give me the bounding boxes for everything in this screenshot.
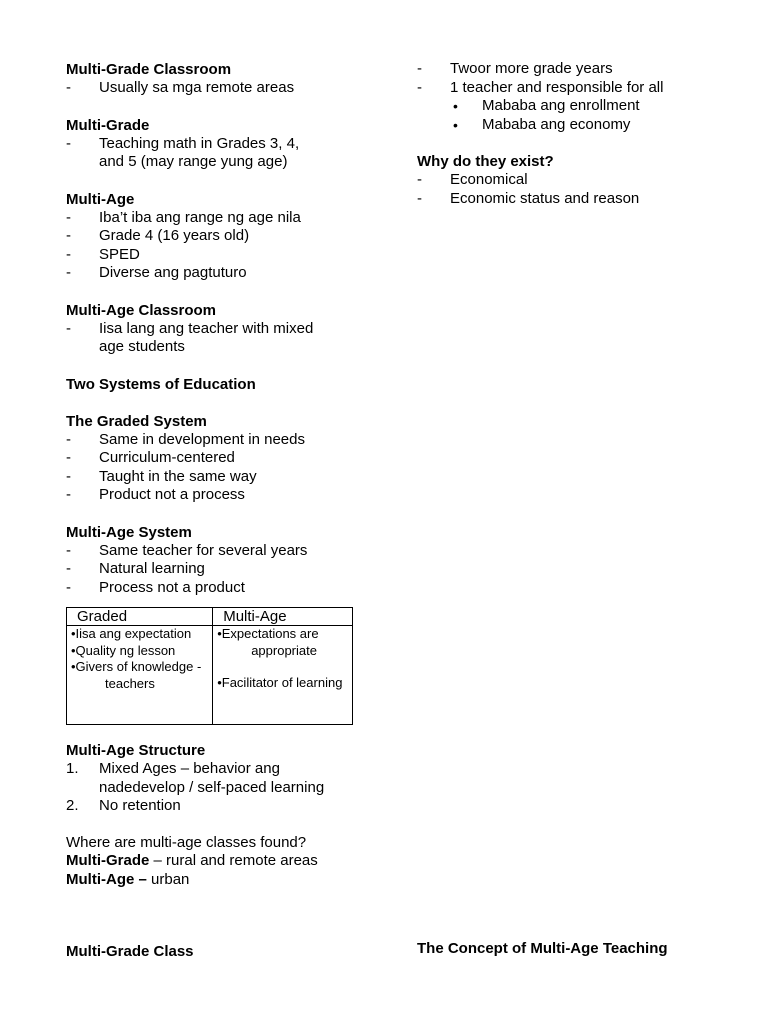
list-item: - Economic status and reason (417, 190, 747, 209)
heading-multi-age-classroom: Multi-Age Classroom (66, 301, 217, 319)
list-item: - Taught in the same way (66, 468, 366, 487)
list-item: - Teaching math in Grades 3, 4, and 5 (may range yung age) (66, 135, 324, 172)
list-item: - Natural learning (66, 560, 366, 579)
heading-graded-system: The Graded System (66, 412, 207, 430)
table-cell-item: •Iisa ang expectation (71, 626, 192, 641)
right-column (417, 60, 747, 208)
list-number: 2. (66, 797, 79, 814)
list-item-text: Mixed Ages – behavior ang nadedevelop / self-paced learning (99, 760, 325, 796)
list-item-text: No retention (99, 797, 181, 814)
list-item (66, 797, 366, 816)
footer-left-heading: Multi-Grade Class (66, 943, 194, 960)
list-item: - Product not a process (66, 486, 366, 505)
heading-multi-grade: Multi-Grade (66, 116, 150, 134)
left-column (66, 60, 366, 889)
list-multi-age-classroom (66, 320, 366, 357)
list-why-exist (417, 171, 747, 208)
list-item: - Iisa lang ang teacher with mixed age students (66, 320, 339, 357)
list-item: - Same teacher for several years (66, 542, 366, 561)
list-item: - Same in development in needs (66, 431, 366, 450)
found-line-multi-age (66, 871, 366, 890)
heading-multi-age-system: Multi-Age System (66, 523, 192, 541)
list-item: - Economical (417, 171, 747, 190)
found-label: Multi-Age – (66, 870, 147, 888)
heading-why-exist: Why do they exist? (417, 153, 554, 170)
list-item: - Grade 4 (16 years old) (66, 227, 366, 246)
list-item: - Process not a product (66, 579, 366, 598)
list-multi-grade-classroom (66, 79, 366, 98)
table-cell-multi-age (213, 626, 353, 725)
table-header-graded: Graded (67, 608, 213, 626)
list-item: - Twoor more grade years (417, 60, 747, 79)
list-item: - 1 teacher and responsible for all (417, 79, 747, 98)
list-item: - Iba’t iba ang range ng age nila (66, 209, 366, 228)
list-item: - SPED (66, 246, 366, 265)
table-cell-item: •Quality ng lesson (71, 642, 176, 658)
table-cell-item: •Expectations are appropriate (217, 626, 319, 658)
list-multi-age-system (66, 542, 366, 598)
found-line-multi-grade (66, 852, 366, 871)
table-cell-item: •Givers of knowledge - teachers (71, 659, 202, 691)
found-value: urban (146, 870, 190, 888)
list-multi-age (66, 209, 366, 283)
table-cell-graded (67, 626, 213, 725)
bullet-item: • Mababa ang enrollment (417, 97, 747, 116)
list-item: - Curriculum-centered (66, 449, 366, 468)
comparison-table (66, 607, 353, 725)
list-item (66, 760, 359, 797)
bullet-item: • Mababa ang economy (417, 116, 747, 135)
heading-multi-age: Multi-Age (66, 190, 135, 208)
table-cell-item: •Facilitator of learning (217, 675, 343, 690)
footer-right-heading: The Concept of Multi-Age Teaching (417, 940, 668, 957)
list-multi-age-structure (66, 760, 366, 816)
found-question: Where are multi-age classes found? (66, 833, 307, 851)
heading-two-systems: Two Systems of Education (66, 375, 256, 393)
list-right-intro (417, 60, 747, 134)
table-header-multi-age: Multi-Age (213, 608, 353, 626)
list-number: 1. (66, 760, 79, 777)
heading-multi-age-structure: Multi-Age Structure (66, 742, 206, 759)
list-multi-grade (66, 135, 366, 172)
list-item: - Diverse ang pagtuturo (66, 264, 366, 283)
list-graded-system (66, 431, 366, 505)
heading-multi-grade-classroom: Multi-Grade Classroom (66, 61, 232, 78)
found-label: Multi-Grade (66, 852, 150, 869)
list-item: - Usually sa mga remote areas (66, 79, 366, 98)
found-value: – rural and remote areas (149, 852, 318, 869)
